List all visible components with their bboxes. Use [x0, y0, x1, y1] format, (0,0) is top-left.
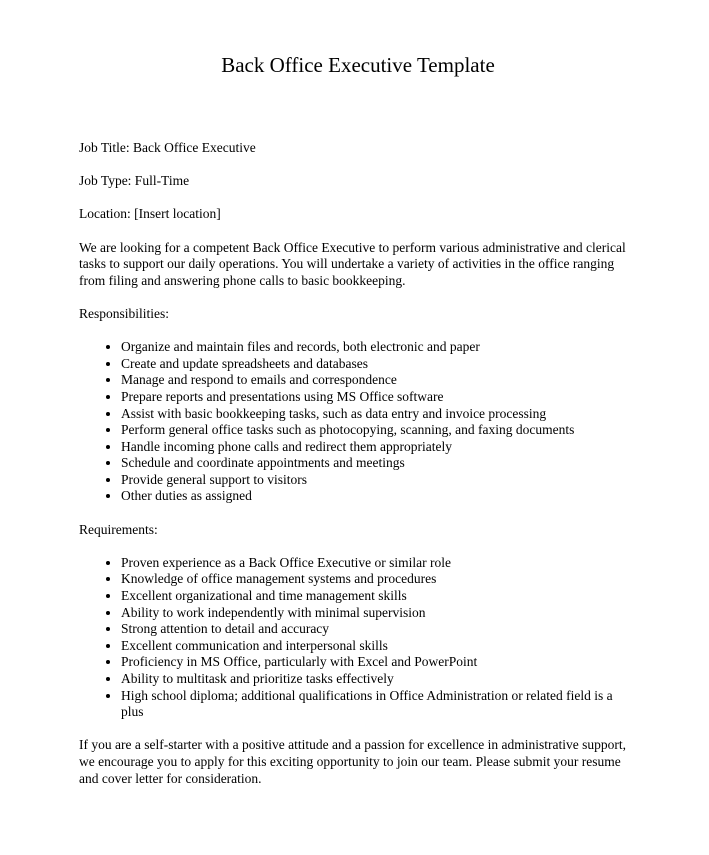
- list-item: • Organize and maintain files and records, both electronic and paper: [121, 339, 637, 356]
- job-type-line: Job Type: Full-Time: [79, 173, 190, 189]
- list-item: • Perform general office tasks such as photocopying, scanning, and faxing documents: [121, 422, 637, 439]
- list-item: • Create and update spreadsheets and databases: [121, 356, 637, 373]
- closing-paragraph: If you are a self-starter with a positive attitude and a passion for excellence in administrative support, we encourage you to apply for this exciting opportunity to join our team. Please submit your resume and cover letter for consideration.: [79, 737, 626, 786]
- requirements-list: [79, 555, 637, 721]
- list-item: • Excellent communication and interpersonal skills: [121, 638, 637, 655]
- list-item: • Handle incoming phone calls and redirect them appropriately: [121, 439, 637, 456]
- list-item: • Schedule and coordinate appointments and meetings: [121, 455, 637, 472]
- list-item: • Proven experience as a Back Office Executive or similar role: [121, 555, 637, 572]
- list-item: • High school diploma; additional qualifications in Office Administration or related field is a plus: [121, 688, 637, 721]
- list-item: • Assist with basic bookkeeping tasks, such as data entry and invoice processing: [121, 406, 637, 423]
- responsibilities-list: [79, 339, 637, 505]
- list-item: • Other duties as assigned: [121, 488, 637, 505]
- location-line: Location: [Insert location]: [79, 206, 221, 222]
- list-item: • Manage and respond to emails and correspondence: [121, 372, 637, 389]
- job-title-line: Job Title: Back Office Executive: [79, 140, 256, 155]
- requirements-heading: Requirements:: [79, 521, 158, 537]
- responsibilities-heading: Responsibilities:: [79, 305, 170, 321]
- list-item: • Knowledge of office management systems and procedures: [121, 571, 637, 588]
- list-item: • Ability to work independently with minimal supervision: [121, 605, 637, 622]
- list-item: • Ability to multitask and prioritize tasks effectively: [121, 671, 637, 688]
- intro-paragraph: We are looking for a competent Back Office Executive to perform various administrative and clerical tasks to support our daily operations. You will undertake a variety of activities in the office ranging from filing and answering phone calls to basic bookkeeping.: [79, 239, 626, 288]
- list-item: • Provide general support to visitors: [121, 472, 637, 489]
- list-item: • Strong attention to detail and accuracy: [121, 621, 637, 638]
- list-item: • Prepare reports and presentations using MS Office software: [121, 389, 637, 406]
- list-item: • Proficiency in MS Office, particularly with Excel and PowerPoint: [121, 654, 637, 671]
- list-item: • Excellent organizational and time management skills: [121, 588, 637, 605]
- document-title: Back Office Executive Template: [221, 53, 495, 77]
